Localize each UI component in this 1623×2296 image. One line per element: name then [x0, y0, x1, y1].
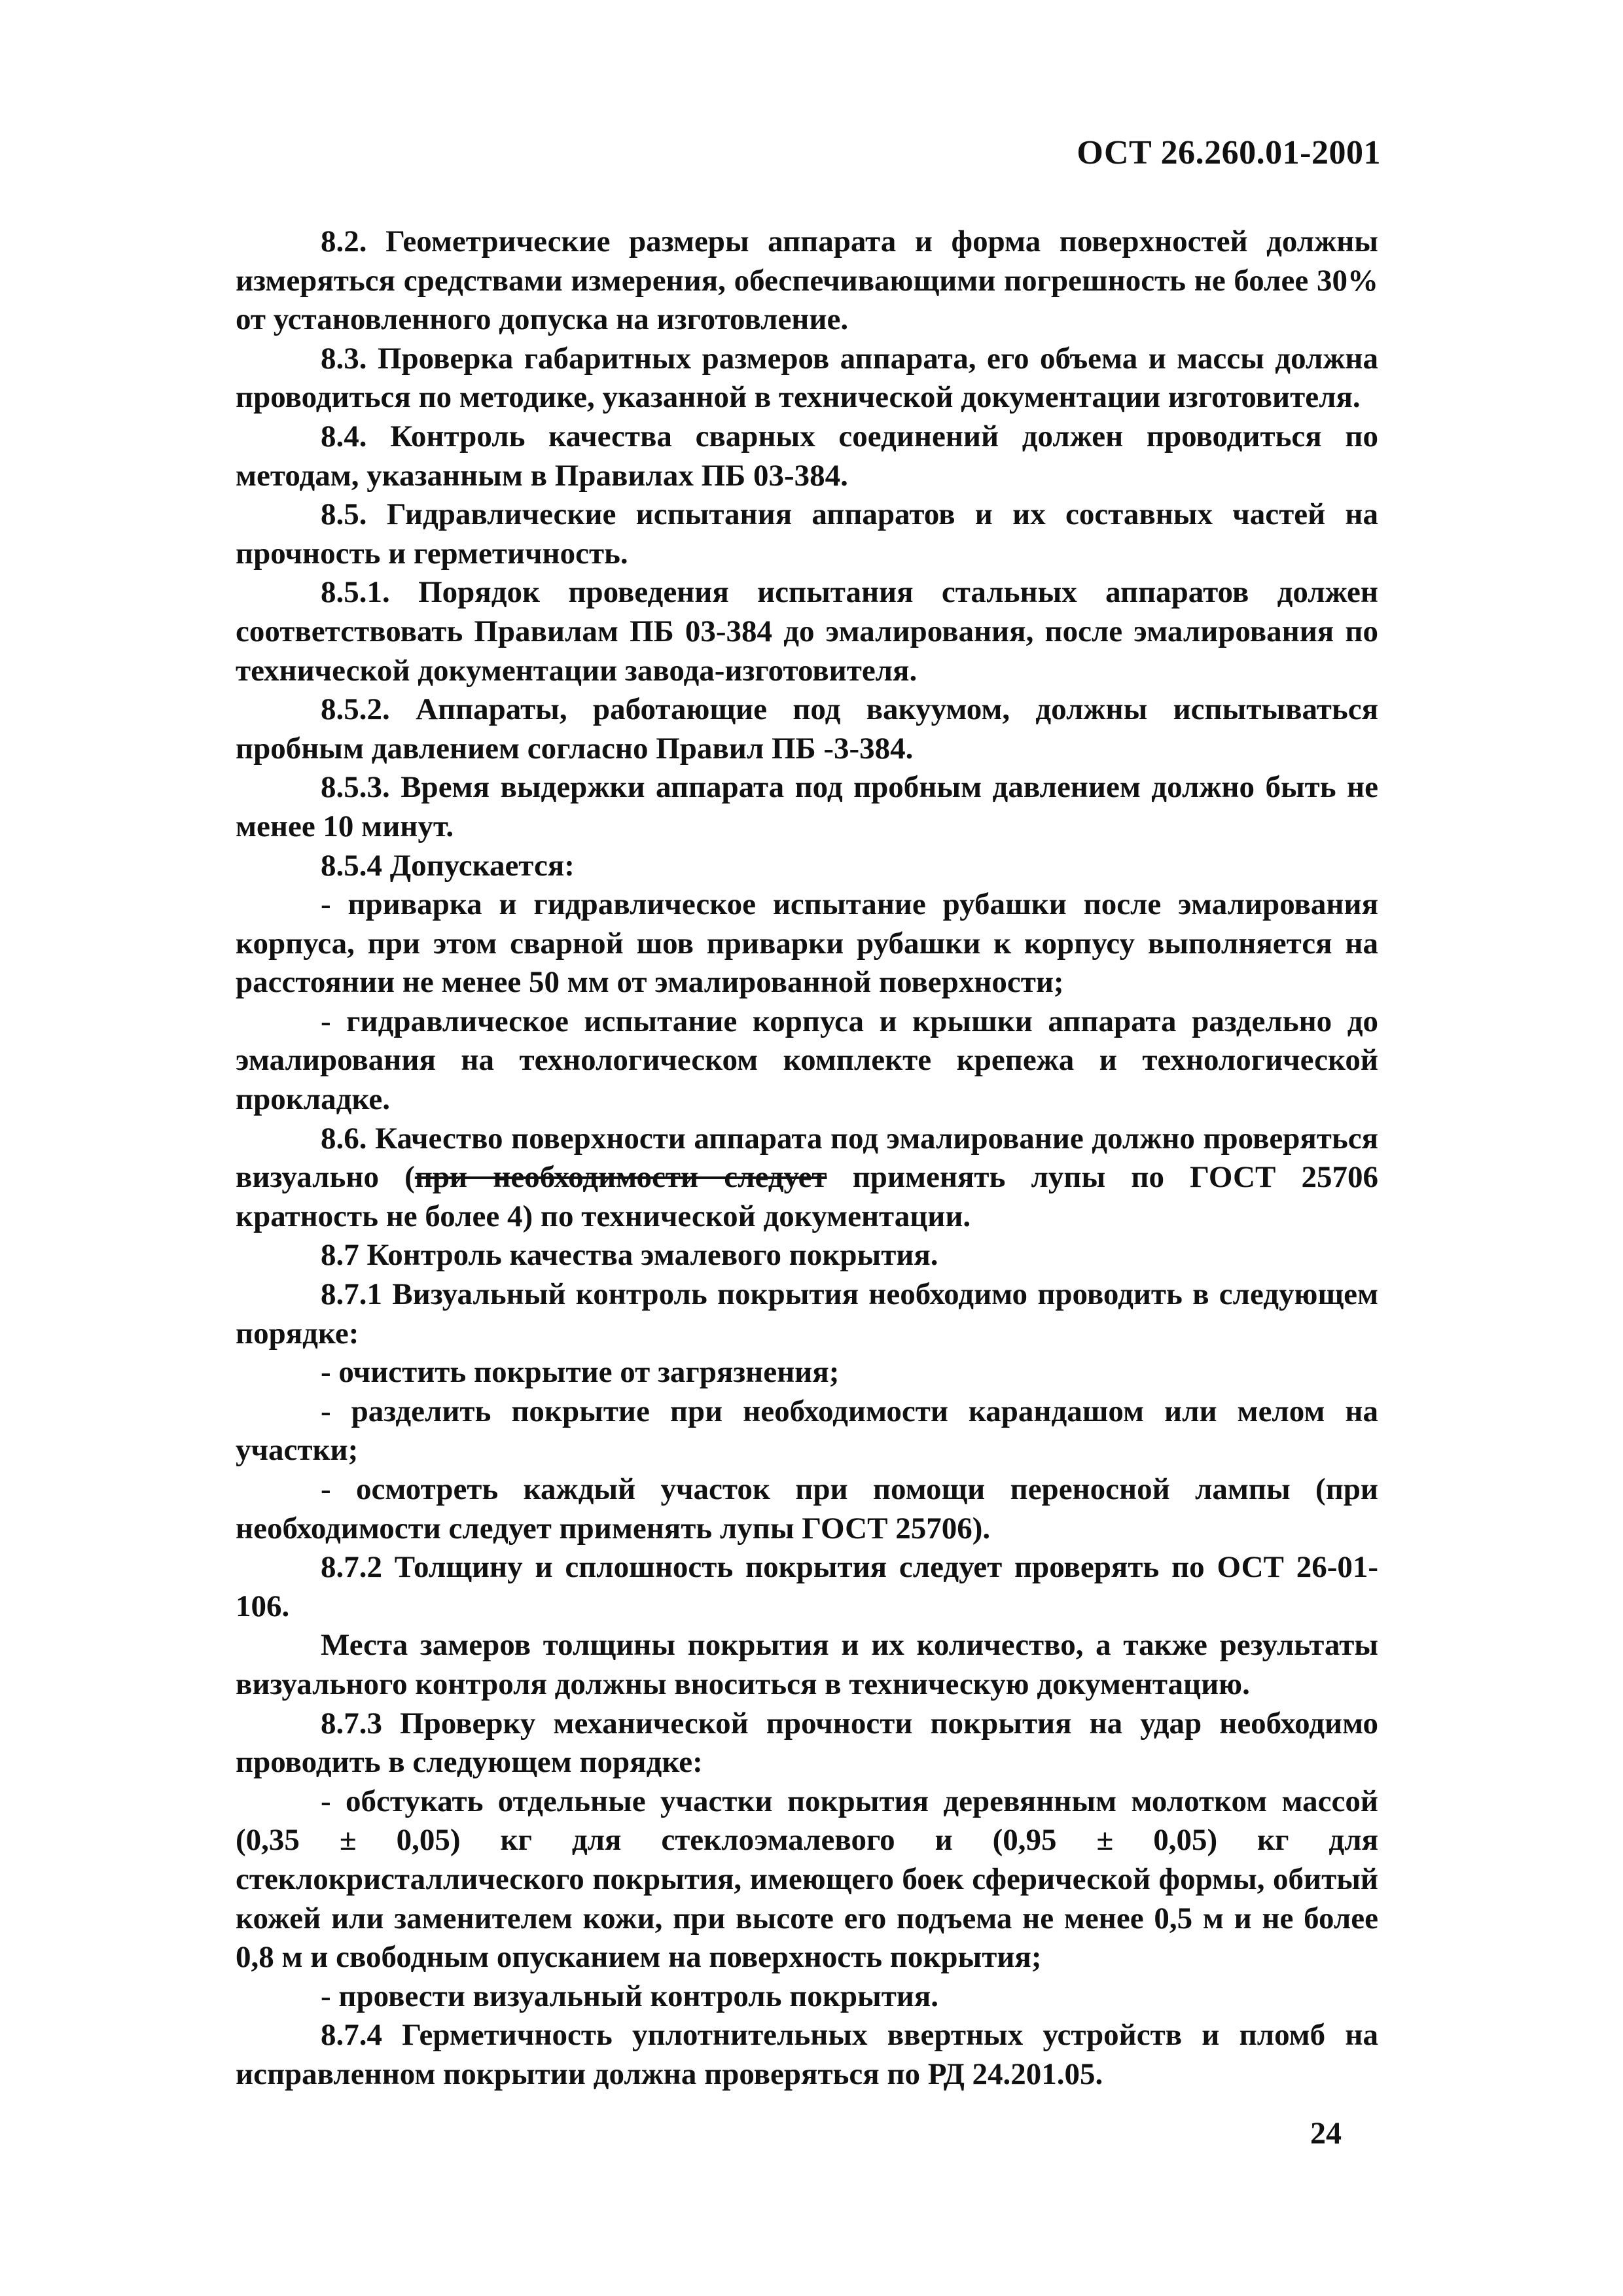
list-item-tap-hammer: - обстукать отдельные участки покрытия деревянным молотком массой (0,35 ± 0,05) кг для стеклоэмалевого и (0,95 ± 0,05) кг для стеклокристаллического покрытия, имеющего боек сферической формы, обитый кожей или заменителем кожи, при высоте его подъема не менее 0,5 м и не более 0,8 м и свободным опусканием на поверхность покрытия;	[236, 1784, 1378, 1975]
document-code-header: ОСТ 26.260.01-2001	[1077, 134, 1381, 171]
paragraph-8-5-2: 8.5.2. Аппараты, работающие под вакуумом, должны испытываться пробным давлением согласно Правил ПБ -3-384.	[236, 692, 1378, 766]
paragraph-8-6-text-before: 8.6. Качество поверхности аппарата под эмалирование должно проверяться визуально (	[236, 1121, 1378, 1195]
struck-out-text: при необходимости следует	[414, 1160, 827, 1195]
list-item-hydraulic-test: - гидравлическое испытание корпуса и крышки аппарата раздельно до эмалирования на технологическом комплекте крепежа и технологической прокладке.	[236, 1004, 1378, 1117]
paragraph-8-5-3: 8.5.3. Время выдержки аппарата под пробным давлением должно быть не менее 10 минут.	[236, 770, 1378, 843]
paragraph-8-7: 8.7 Контроль качества эмалевого покрытия.	[321, 1238, 938, 1273]
paragraph-8-7-4: 8.7.4 Герметичность уплотнительных ввертных устройств и пломб на исправленном покрытии должна проверяться по РД 24.201.05.	[236, 2018, 1378, 2091]
paragraph-8-5-1: 8.5.1. Порядок проведения испытания стальных аппаратов должен соответствовать Правилам ПБ 03-384 до эмалирования, после эмалирования по технической документации завода-изготовителя.	[236, 575, 1378, 688]
list-item-clean: - очистить покрытие от загрязнения;	[321, 1355, 840, 1390]
list-item-inspect: - осмотреть каждый участок при помощи переносной лампы (при необходимости следует применять лупы ГОСТ 25706).	[236, 1472, 1378, 1545]
paragraph-8-3: 8.3. Проверка габаритных размеров аппарата, его объема и массы должна проводиться по методике, указанной в технической документации изготовителя.	[236, 341, 1378, 415]
list-item-visual-control: - провести визуальный контроль покрытия.	[321, 1979, 939, 2013]
paragraph-8-7-2: 8.7.2 Толщину и сплошность покрытия следует проверять по ОСТ 26-01-106.	[236, 1550, 1378, 1623]
paragraph-8-6-text-after: применять лупы по ГОСТ 25706 кратность не более 4) по технической документации.	[236, 1160, 1378, 1233]
document-body	[236, 222, 1378, 2094]
paragraph-8-7-3: 8.7.3 Проверку механической прочности покрытия на удар необходимо проводить в следующем порядке:	[236, 1706, 1378, 1780]
paragraph-8-5-4: 8.5.4 Допускается:	[321, 848, 575, 883]
paragraph-measurement-places: Места замеров толщины покрытия и их количество, а также результаты визуального контроля должны вноситься в техническую документацию.	[236, 1628, 1378, 1701]
paragraph-8-5: 8.5. Гидравлические испытания аппаратов и их составных частей на прочность и герметичность.	[236, 497, 1378, 571]
paragraph-8-2: 8.2. Геометрические размеры аппарата и форма поверхностей должны измеряться средствами измерения, обеспечивающими погрешность не более 30% от установленного допуска на изготовление.	[236, 224, 1378, 337]
paragraph-8-6	[236, 1120, 1378, 1237]
page-number: 24	[1310, 2116, 1342, 2151]
list-item-divide: - разделить покрытие при необходимости карандашом или мелом на участки;	[236, 1394, 1378, 1468]
list-item-welding-jacket: - приварка и гидравлическое испытание рубашки после эмалирования корпуса, при этом сварной шов приварки рубашки к корпусу выполняется на расстоянии не менее 50 мм от эмалированной поверхности;	[236, 887, 1378, 1000]
paragraph-8-4: 8.4. Контроль качества сварных соединений должен проводиться по методам, указанным в Правилах ПБ 03-384.	[236, 419, 1378, 493]
paragraph-8-7-1: 8.7.1 Визуальный контроль покрытия необходимо проводить в следующем порядке:	[236, 1277, 1378, 1351]
